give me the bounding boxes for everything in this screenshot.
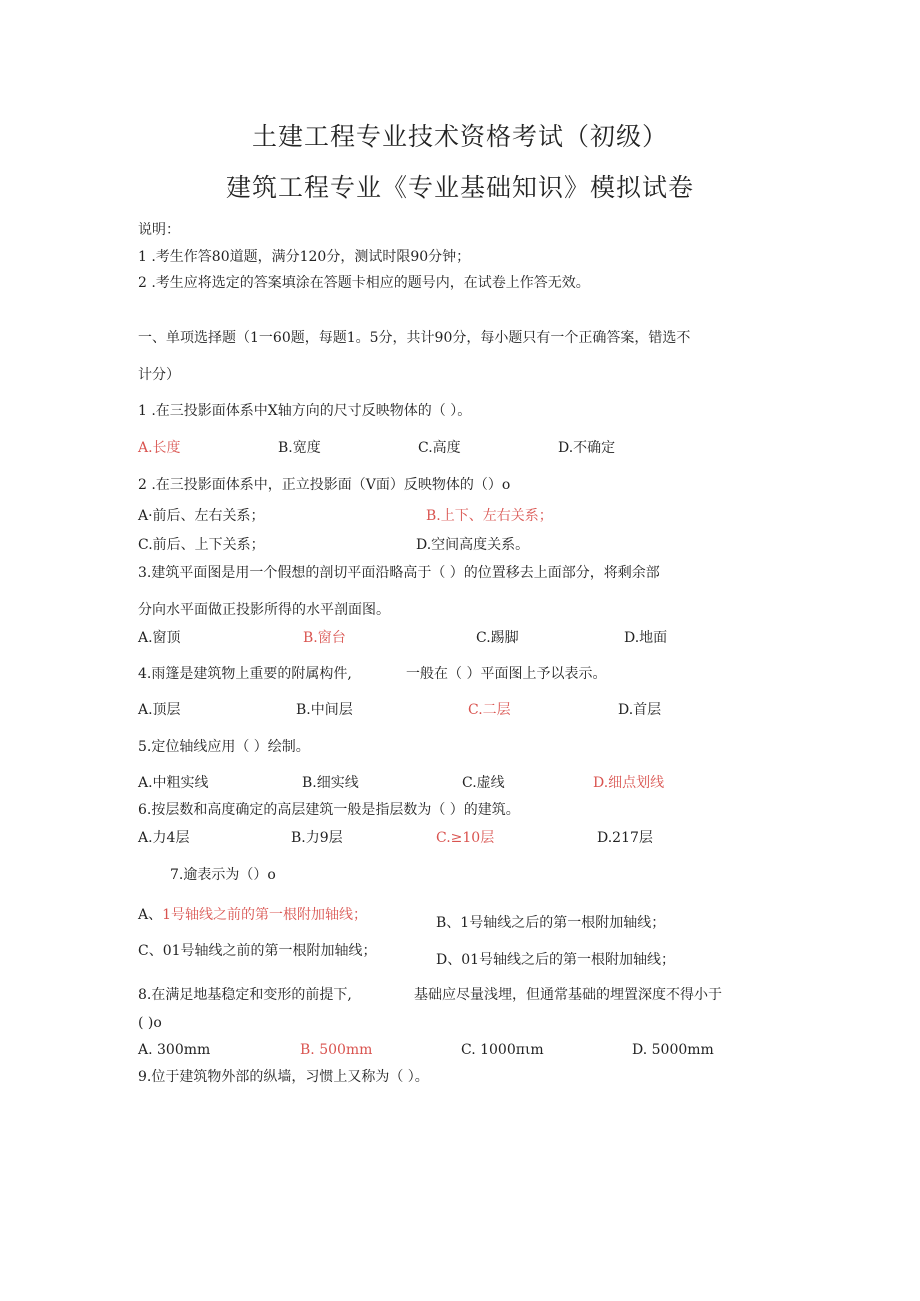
q7-option-a-text: 1号轴线之前的第一根附加轴线； (162, 907, 368, 923)
q7-option-d: D、01号轴线之后的第一根附加轴线； (436, 952, 676, 968)
question-2: 2 .在三投影面体系中，正立投影面（V面）反映物体的（）o (138, 477, 511, 493)
q4-option-a: A.顶层 (138, 702, 181, 718)
question-7: 7.逾表示为（）o (170, 867, 276, 883)
q8-option-c: C. 1000πιm (461, 1042, 544, 1058)
notes-label: 说明： (138, 222, 180, 238)
question-8-blank: ( )o (138, 1015, 162, 1031)
q7-option-b: B、1号轴线之后的第一根附加轴线； (436, 915, 666, 931)
q7-option-a-prefix: A、 (138, 907, 163, 923)
q1-option-a: A.长度 (138, 440, 181, 456)
q2-option-a: A·前后、左右关系； (138, 508, 265, 524)
q4-option-b: B.中间层 (296, 702, 353, 718)
q2-option-b: B.上下、左右关系； (426, 508, 553, 524)
exam-subtitle: 建筑工程专业《专业基础知识》模拟试卷 (225, 173, 694, 202)
q5-option-d: D.细点划线 (593, 775, 665, 791)
question-3: 3.建筑平面图是用一个假想的剖切平面沿略高于（ ）的位置移去上面部分，将剩余部 (138, 565, 660, 581)
question-5: 5.定位轴线应用（ ）绘制。 (138, 739, 310, 755)
q1-option-b: B.宽度 (278, 440, 321, 456)
section-heading: 一、单项选择题（1一60题，每题1。5分，共计90分，每小题只有一个正确答案，错选不 (138, 330, 691, 346)
q7-option-c: C、01号轴线之前的第一根附加轴线； (138, 943, 377, 959)
q8-option-b: B. 500mm (300, 1042, 373, 1058)
question-4-cont: 一般在（ ）平面图上予以表示。 (406, 666, 607, 682)
question-6: 6.按层数和高度确定的高层建筑一般是指层数为（ ）的建筑。 (138, 802, 520, 818)
note-1: 1 .考生作答80道题，满分120分，测试时限90分钟； (138, 249, 471, 265)
q2-option-c: C.前后、上下关系； (138, 537, 265, 553)
q8-option-d: D. 5000mm (632, 1042, 714, 1058)
q1-option-d: D.不确定 (558, 440, 616, 456)
note-2: 2 .考生应将选定的答案填涂在答题卡相应的题号内，在试卷上作答无效。 (138, 275, 590, 291)
q3-option-a: A.窗顶 (138, 630, 181, 646)
question-9: 9.位于建筑物外部的纵墙，习惯上又称为（ ）。 (138, 1069, 429, 1085)
q3-option-d: D.地面 (624, 630, 668, 646)
q6-option-b: B.力9层 (291, 830, 343, 846)
question-3-cont: 分向水平面做正投影所得的水平剖面图。 (138, 602, 390, 618)
q8-option-a: A. 300mm (138, 1042, 211, 1058)
exam-title: 土建工程专业技术资格考试（初级） (251, 122, 668, 151)
question-8: 8.在满足地基稳定和变形的前提下, (138, 987, 352, 1003)
q6-option-d: D.217层 (597, 830, 653, 846)
q5-option-c: C.虚线 (462, 775, 505, 791)
q5-option-b: B.细实线 (302, 775, 359, 791)
q6-option-a: A.力4层 (138, 830, 190, 846)
q6-option-c: C.≥10层 (436, 830, 495, 846)
q7-option-a (138, 906, 367, 924)
q4-option-c: C.二层 (468, 702, 511, 718)
question-4: 4.雨篷是建筑物上重要的附属构件, (138, 666, 352, 682)
question-1: 1 .在三投影面体系中X轴方向的尺寸反映物体的（ ）。 (138, 403, 472, 419)
question-8-cont: 基础应尽量浅埋，但通常基础的埋置深度不得小于 (414, 987, 722, 1003)
section-heading-cont: 计分） (138, 367, 180, 383)
q4-option-d: D.首层 (618, 702, 662, 718)
q2-option-d: D.空间高度关系。 (416, 537, 530, 553)
q5-option-a: A.中粗实线 (138, 775, 209, 791)
q3-option-b: B.窗台 (303, 630, 346, 646)
q3-option-c: C.踢脚 (476, 630, 519, 646)
q1-option-c: C.高度 (418, 440, 461, 456)
